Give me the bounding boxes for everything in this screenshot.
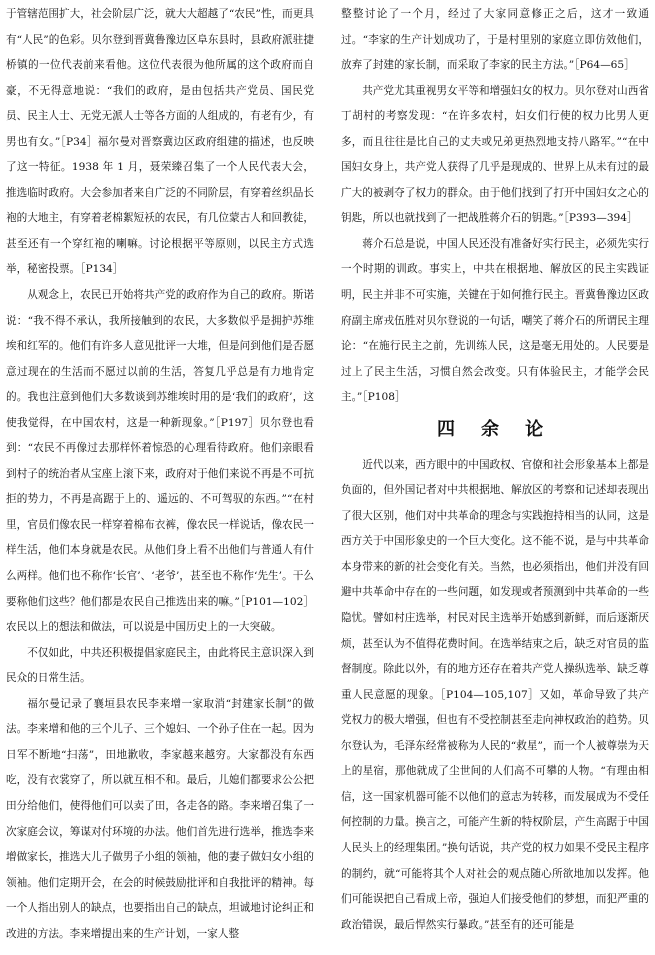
paragraph: 不仅如此，中共还积极提倡家庭民主，由此将民主意识深入到民众的日常生活。 (6, 646, 314, 685)
paragraph: 福尔曼记录了襄垣县农民李来增一家取消“封建家长制”的做法。李来增和他的三个儿子、三个媳妇、一个孙子住在一起。因为日军不断地“扫荡”，田地歉收，李家越来越穷。大家都没有东西吃，没有衣裳穿了，所以就互相不和。最后，儿媳们都要求公公把田分给他们，使得他们可以卖了田，各走各的路。李来增召集了一次家庭会议，筹谋对付环境的办法。他们首先进行选举，推选李来增做家长，推选大儿子做男子小组的领袖，他的妻子做妇女小组的领袖。他们定期开会，在会的时候鼓励批评和自我批评的精神。每一个人指出别人的缺点，也要指出自己的缺点，坦诚地讨论纠正和改进的方法。李来增提出来的生产计划，一家人整 (6, 697, 314, 940)
paragraph: 整整讨论了一个月，经过了大家同意修正之后，这才一致通过。“李家的生产计划成功了，于是村里别的家庭立即仿效他们，放弃了封建的家长制，而采取了李家的民主方法。”［P64—65］ (341, 8, 649, 72)
left-column (6, 2, 314, 947)
paragraph: 共产党尤其重视男女平等和增强妇女的权力。贝尔登对山西省丁胡村的考察发现：“在许多农村，妇女们行使的权力比男人更多，而且往往是比自己的丈夫或兄弟更热烈地支持八路军。”“在中国妇女身上，共产党人获得了几乎是现成的、世界上从未有过的最广大的被剥夺了权力的群众。由于他们找到了打开中国妇女之心的钥匙，所以也就找到了一把战胜蒋介石的钥匙。”［P393—394］ (341, 84, 649, 225)
paragraph: 从观念上，农民已开始将共产党的政府作为自己的政府。斯诺说：“我不得不承认，我所接触到的农民，大多数似乎是拥护苏维埃和红军的。他们有许多人意见批评一大堆，但是问到他们是否愿意过现在的生活而不愿过以前的生活，答复几乎总是有力地肯定的。我也注意到他们大多数谈到苏维埃时用的是‘我们的政府’，这使我觉得，在中国农村，这是一种新现象。”［P197］贝尔登也看到：“农民不再像过去那样怀着惊恐的心理看待政府。他们亲眼看到村子的统治者从宝座上滚下来，政府对于他们来说不再是不可抗拒的势力，不再是高踞于上的、遥远的、不可驾驭的东西。”“在村里，官员们像农民一样穿着棉布衣裤，像农民一样说话，像农民一样生活，他们本身就是农民。从他们身上看不出他们与普通人有什么两样。他们也不称作‘长官’、‘老爷’，甚至也不称作‘先生’。干么要称他们这些？他们都是农民自己推选出来的嘛。”［P101—102］农民以上的想法和做法，可以说是中国历史上的一大突破。 (6, 289, 314, 634)
paragraph: 近代以来，西方眼中的中国政权、官僚和社会形象基本上都是负面的，但外国记者对中共根据地、解放区的考察和记述却表现出了很大区别，他们对中共革命的理念与实践抱持相当的认同，这是西方关于中国形象史的一个巨大变化。这不能不说，是与中共革命本身带来的新的社会变化有关。当然，也必须指出，他们并没有回避中共革命中存在的一些问题，如发现或者预测到中共革命的一些隐忧。譬如村庄选举，村民对民主选举开始感到新鲜，而后逐渐厌烦，甚至认为不值得花费时间。在选举结束之后，缺乏对官员的监督制度。除此以外，有的地方还存在着共产党人操纵选举、缺乏尊重人民意愿的现象。［P104—105,107］又如，革命导致了共产党权力的极大增强，但也有不受控制甚至走向神权政治的趋势。贝尔登认为，毛泽东经常被称为人民的“救星”，而一个人被尊崇为天上的星宿，那他就成了尘世间的人们高不可攀的人物。“有理由相信，这一国家机器可能不以他们的意志为转移，而发展成为不受任何控制的力量。换言之，可能产生新的特权阶层，产生高踞于中国人民头上的经理集团。”换句话说，共产党的权力如果不受民主程序的制约，就“可能将其个人对社会的观点随心所欲地加以发挥。他们可能误把自己看成上帝，强迫人们接受他们的梦想，而犯严重的政治错误，最后悍然实行暴政。”甚至有的还可能是 (341, 458, 649, 931)
paragraph: 于管辖范围扩大，社会阶层广泛，就大大超越了“农民”性，而更具有“人民”的色彩。贝尔登到晋冀鲁豫边区阜东县时，县政府派驻捷桥镇的一位代表前来看他。这位代表很为他所属的这个政府而自豪，不无得意地说：“我们的政府，是由包括共产党员、国民党员、民主人士、无党无派人士等各方面的人组成的，有老有少，有男也有女。”［P34］福尔曼对晋察冀边区政府组建的描述，也反映了这一特征。1938 年 1 月，聂荣臻召集了一个人民代表大会，推选临时政府。大会参加者来自广泛的不同阶层，有穿着丝织品长袍的大地主，有穿着老棉絮短袄的农民，有几位蒙古人和回教徒，甚至还有一个穿红袍的喇嘛。讨论根据平等原则，以民主方式选举，秘密投票。［P134］ (6, 8, 314, 276)
section-heading: 四 余 论 (436, 418, 554, 440)
paragraph: 蒋介石总是说，中国人民还没有准备好实行民主，必须先实行一个时期的训政。事实上，中共在根据地、解放区的民主实践证明，民主并非不可实施，关键在于如何推行民主。晋冀鲁豫边区政府副主席戎伍胜对贝尔登说的一句话，嘲笑了蒋介石的所谓民主理论：“在施行民主之前，先训练人民，这是毫无用处的。人民要是过上了民主生活，习惯自然会改变。只有体验民主，才能学会民主。”［P108］ (341, 237, 649, 404)
right-column (341, 2, 649, 938)
